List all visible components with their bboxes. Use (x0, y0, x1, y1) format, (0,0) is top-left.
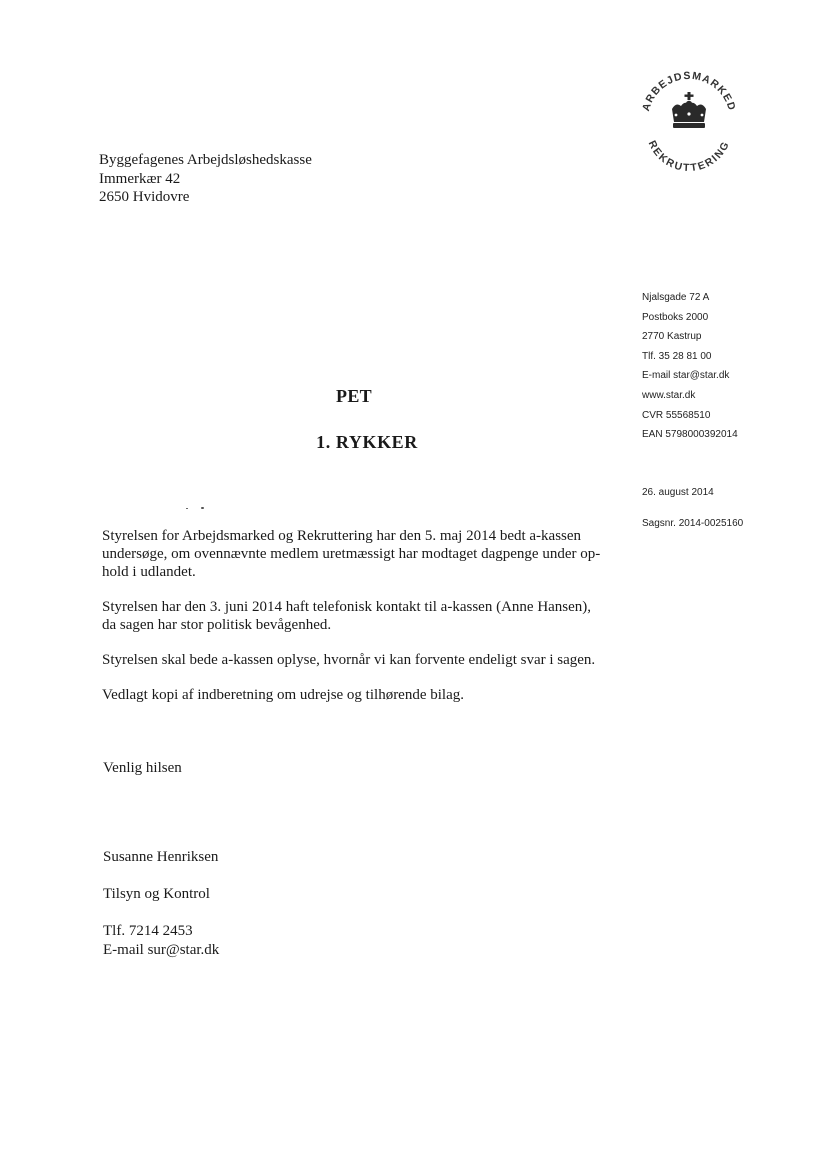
body-paragraph-1 (102, 527, 622, 581)
signer-email: E-mail sur@star.dk (103, 941, 220, 958)
body-paragraph-4: Vedlagt kopi af indberetning om udrejse og tilhørende bilag. (102, 687, 464, 703)
p1-line-3: hold i udlandet. (102, 564, 196, 580)
closing-salutation: Venlig hilsen (103, 760, 182, 776)
recipient-city: 2650 Hvidovre (99, 189, 190, 205)
recipient-street: Immerkær 42 (99, 170, 181, 187)
seal-svg (634, 62, 744, 172)
signer-name: Susanne Henriksen (103, 849, 219, 865)
signer-contact (103, 922, 219, 959)
case-number: Sagsnr. 2014-0025160 (642, 518, 744, 529)
scan-speck (186, 508, 188, 509)
letter-date: 26. august 2014 (642, 487, 714, 498)
sender-pobox: Postboks 2000 (642, 311, 709, 323)
signer-phone: Tlf. 7214 2453 (103, 923, 193, 939)
scan-speck (201, 507, 204, 509)
seal-bottom-text: REKRUTTERING (645, 138, 733, 172)
sender-phone: Tlf. 35 28 81 00 (642, 350, 712, 362)
svg-text:REKRUTTERING (646, 139, 733, 172)
reminder-heading: 1. RYKKER (316, 432, 418, 452)
sender-info (642, 288, 738, 445)
sender-cvr: CVR 55568510 (642, 409, 711, 421)
sender-email: E-mail star@star.dk (642, 370, 730, 382)
sender-street: Njalsgade 72 A (642, 292, 710, 303)
p2-line-2: da sagen har stor politisk bevågenhed. (102, 617, 332, 633)
crown-icon (672, 92, 706, 128)
p2-line-1: Styrelsen har den 3. juni 2014 haft telefonisk kontakt til a-kassen (Anne Hansen), (102, 599, 592, 615)
signer-department: Tilsyn og Kontrol (103, 886, 210, 902)
sender-city: 2770 Kastrup (642, 331, 702, 343)
body-paragraph-3: Styrelsen skal bede a-kassen oplyse, hvornår vi kan forvente endeligt svar i sagen. (102, 652, 596, 668)
recipient-address (99, 151, 312, 207)
letter-body (102, 527, 622, 721)
body-paragraph-2 (102, 598, 622, 634)
p1-line-1: Styrelsen for Arbejdsmarked og Rekruttering har den 5. maj 2014 bedt a-kassen (102, 528, 582, 544)
recipient-name: Byggefagenes Arbejdsløshedskasse (99, 152, 312, 168)
sender-website: www.star.dk (642, 389, 696, 401)
p1-line-2: undersøge, om ovennævnte medlem uretmæssigt har modtaget dagpenge under op- (102, 546, 601, 562)
subject-heading: PET (336, 386, 372, 406)
seal-top-text: ARBEJDSMARKED (640, 69, 738, 113)
sender-ean: EAN 5798000392014 (642, 429, 738, 441)
agency-seal-logo (634, 62, 744, 172)
